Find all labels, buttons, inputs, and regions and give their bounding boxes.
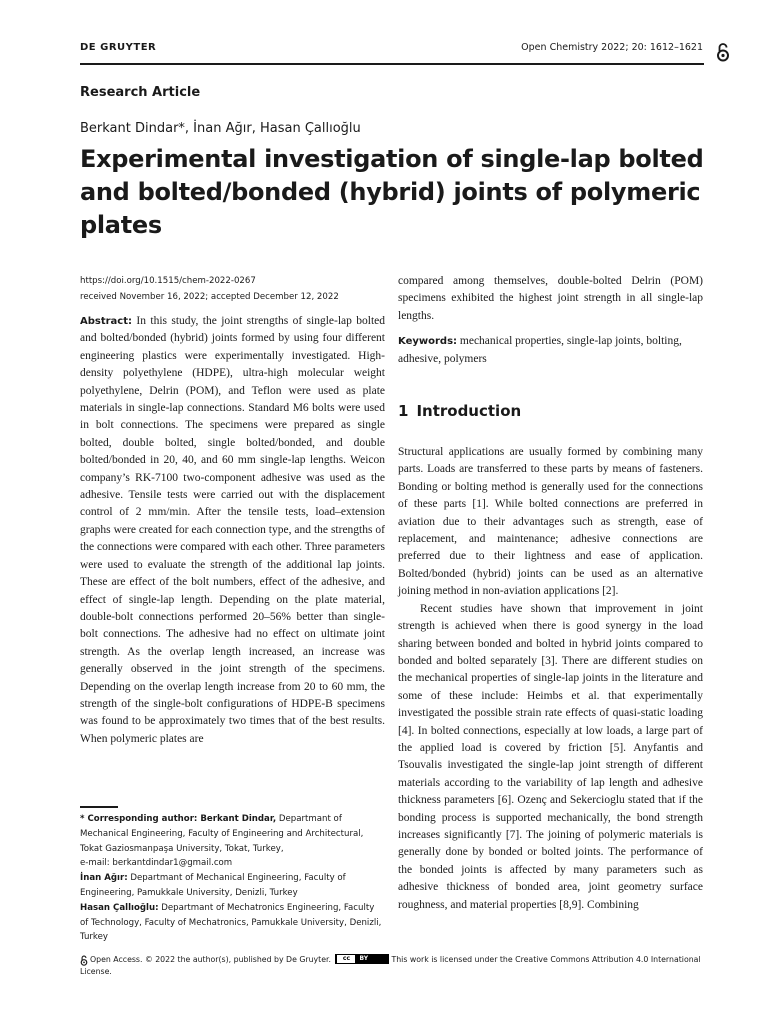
- keywords-label: Keywords:: [398, 336, 458, 348]
- author-2-affiliation: Departmant of Mechanical Engineering, Faculty of Engineering, Pamukkale University, Denizli, Turkey: [80, 873, 346, 898]
- keywords-text: mechanical properties, single-lap joints, bolting, adhesive, polymers: [398, 335, 682, 365]
- author-2-note: [80, 871, 385, 901]
- cc-by-license-icon[interactable]: cc BY: [335, 954, 389, 964]
- author-list: Berkant Dindar*, İnan Ağır, Hasan Çallıoğlu: [80, 121, 361, 136]
- left-column: [80, 273, 385, 748]
- intro-paragraph-2: Recent studies have shown that improvement in joint strength is achieved when there is good synergy in the load sharing between bonded and bolted in hybrid joints compared to bonded and bolted separately [3]. There are different studies on the mechanical properties of single-lap joints in the literature and some of these include: Heimbs et al. that experimentally investigated the possible strain rate effects of quasi-static loading [4]. In bolted connections, especially at low loads, a large part of the applied load is covered by friction [5]. Anyfantis and Tsouvalis investigated the single-lap joint strength of different materials according to the variability of lap length and adhesive thickness parameters [6]. Ozenç and Sekercioglu stated that if the bonding process is supported mechanically, the bond strength increases significantly [7]. The joining of polymeric materials is generally done by bonded or bolted joints. The performance of the bonded joints is affected by many parameters such as adhesive thickness of bonded area, joint geometry surface roughness, and material properties [8,9]. Combining: [398, 602, 703, 911]
- journal-citation: Open Chemistry 2022; 20: 1612–1621: [521, 42, 703, 53]
- license-footer: [80, 954, 706, 977]
- right-column: [398, 273, 703, 914]
- section-title: Introduction: [416, 402, 522, 421]
- author-3-label: Hasan Çallıoğlu:: [80, 902, 159, 913]
- header-rule: [80, 63, 704, 65]
- author-3-affiliation: Departmant of Mechatronics Engineering, Faculty of Technology, Faculty of Mechatronics, Pamukkale University, Denizli, Turkey: [80, 902, 382, 943]
- running-header: [80, 40, 706, 60]
- author-footnotes: [80, 812, 385, 945]
- section-number: 1: [398, 402, 409, 421]
- article-title: Experimental investigation of single-lap bolted and bolted/bonded (hybrid) joints of polymeric plates: [80, 145, 704, 239]
- corresponding-author-affiliation: Departmant of Mechanical Engineering, Faculty of Engineering and Architectural, Tokat Gaziosmanpaşa University, Tokat, Turkey,: [80, 814, 364, 854]
- author-2-label: İnan Ağır:: [80, 873, 128, 884]
- open-access-lock-icon: [716, 42, 730, 62]
- doi-link[interactable]: https://doi.org/10.1515/chem-2022-0267: [80, 276, 256, 286]
- license-text: This work is licensed under the Creative Commons Attribution 4.0 International License.: [80, 955, 701, 976]
- open-access-icon: [80, 955, 88, 966]
- corresponding-email[interactable]: e-mail: berkantdindar1@gmail.com: [80, 858, 233, 869]
- received-accepted-dates: received November 16, 2022; accepted December 12, 2022: [80, 292, 339, 302]
- intro-paragraph-1: Structural applications are usually formed by combining many parts. Loads are transferred to these parts by means of fasteners. Bonding or bolting method is generally used for the connections of these parts [1]. While bolted connections are preferred in aviation due to their advantages such as strength, ease of replacement, and maintenance; adhesive connections are preferred due to their lightness and ease of application. Bolted/bonded (hybrid) joints can be used as an alternative joining method in non-aviation applications [2].: [398, 446, 703, 598]
- abstract-text: In this study, the joint strengths of single-lap bolted and bolted/bonded (hybrid) joints formed by using four different engineering plastics were experimentally investigated. High-density polyethylene (HDPE), ultra-high molecular weight polyethylene, Delrin (POM), and Teflon were used as plate materials in single-lap connections. Standard M6 bolts were used in bolt connections. The specimens were prepared as single bolted, double bolted, single bolted/bonded, and double bolted/bonded in 20, 40, and 60 mm single-lap lengths. Weicon company’s RK-7100 two-component adhesive was used as the adhesive. Tensile tests were carried out with the displacement control of 2 mm/min. After the tensile tests, load–extension graphs were created for each connection type, and the strengths of the connections were compared with each other. Three parameters were used to evaluate the strength of the additional lap joints. These are effect of the bolt numbers, effect of the adhesive, and effect of single-lap length. Depending on the plate material, double-bolt connections performed 20–56% better than single-bolt connections. The adhesive had no effect on ultimate joint strength. As the overlap length increased, an increase was generally observed in the joint strength of the specimens. Depending on the overlap length increase from 20 to 60 mm, the strength of the single-bolt configurations of HDPE-B specimens was found to be approximately two times that of the best results. When polymeric plates are: [80, 315, 386, 745]
- open-access-statement: Open Access. © 2022 the author(s), published by De Gruyter.: [90, 955, 331, 964]
- abstract: [80, 313, 385, 748]
- cc-badge-label: BY: [359, 955, 369, 962]
- abstract-continuation: compared among themselves, double-bolted Delrin (POM) specimens exhibited the highest joint strength in all single-lap lengths.: [398, 275, 703, 322]
- corresponding-author-note: [80, 812, 385, 856]
- footnote-rule: [80, 806, 118, 808]
- author-3-note: [80, 901, 385, 945]
- corresponding-author-label: * Corresponding author: Berkant Dindar,: [80, 814, 277, 824]
- section-heading-introduction: [398, 402, 703, 420]
- publisher-name: DE GRUYTER: [80, 42, 157, 53]
- abstract-label: Abstract:: [80, 316, 133, 327]
- article-type: Research Article: [80, 85, 201, 100]
- keywords: [398, 333, 703, 368]
